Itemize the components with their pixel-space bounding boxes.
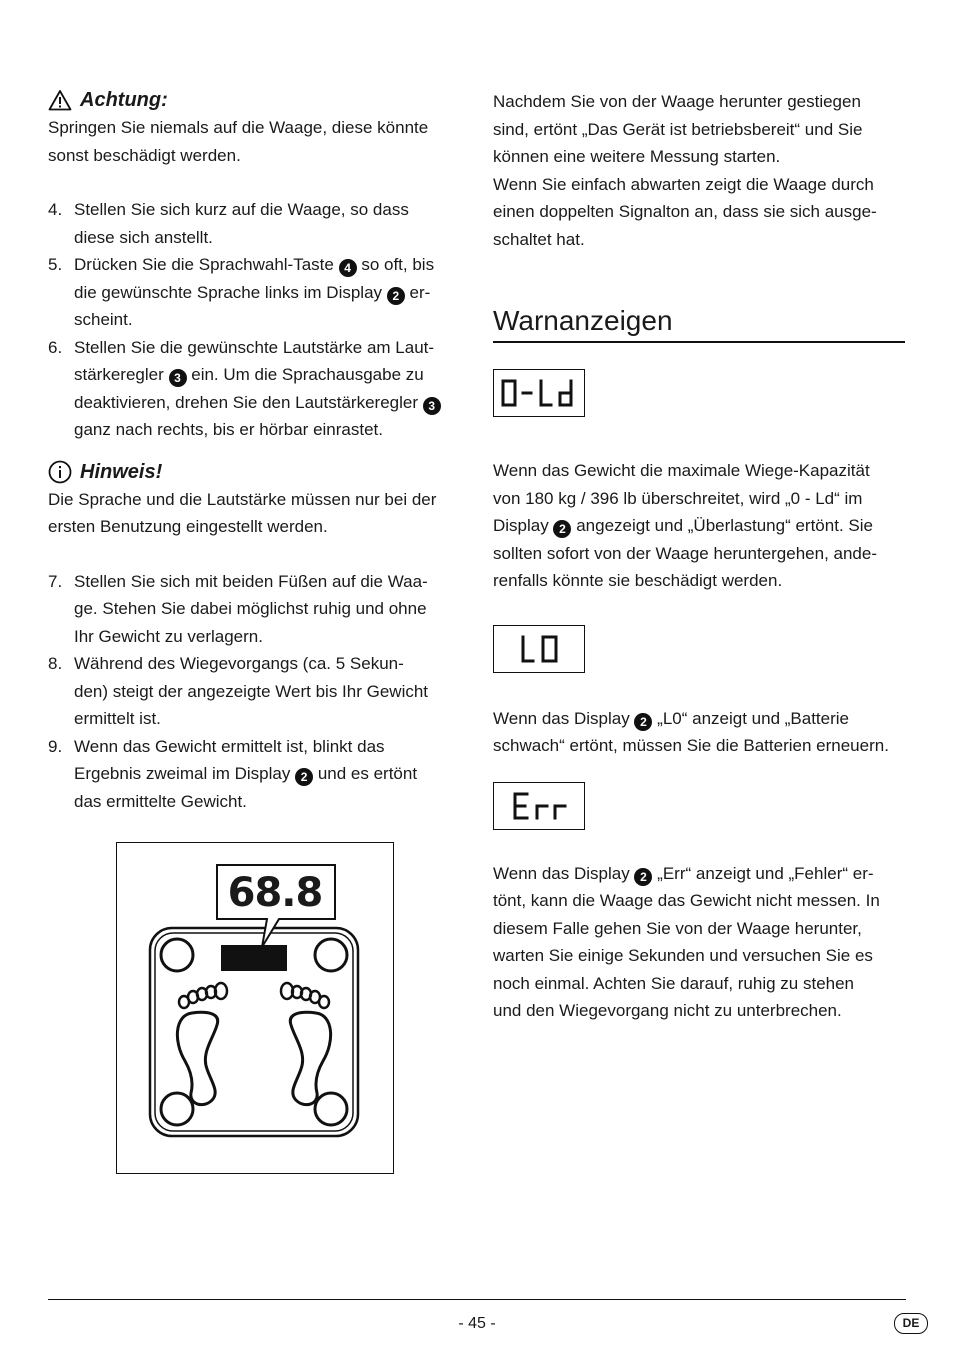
note-heading (48, 458, 458, 486)
low-battery-text: Wenn das Display 2 „L0“ anzeigt und „Batterie schwach“ ertönt, müssen Sie die Batterien erneuern. (493, 708, 889, 755)
error-text: Wenn das Display 2 „Err“ anzeigt und „Fehler“ er- tönt, kann die Waage das Gewicht nicht messen. In diesem Falle gehen Sie von der Waage herunter, warten Sie einige Sekunden und versuchen Sie es noch einmal. Achten Sie darauf, ruhig zu stehen und den Wiegevorgang nicht zu unterbrechen. (493, 863, 880, 1020)
warning-text: Springen Sie niemals auf die Waage, diese könnte sonst beschädigt werden. (48, 118, 429, 165)
lcd-low-battery-glyphs (497, 630, 581, 668)
page-number: - 45 - (458, 1315, 496, 1332)
display-number-badge: 2 (387, 287, 405, 305)
volume-number-badge: 3 (169, 369, 187, 387)
lcd-overload-glyphs (497, 374, 581, 412)
volume-number-badge: 3 (423, 397, 441, 415)
display-number-badge: 2 (295, 768, 313, 786)
lcd-overload (493, 369, 585, 417)
lcd-error (493, 782, 585, 830)
list-item: 9. Wenn das Gewicht ermittelt ist, blinkt das Ergebnis zweimal im Display 2 und es ertönt das ermittelte Gewicht. (48, 736, 418, 811)
warning-heading (48, 86, 458, 114)
scale-display-value: 68.8 (227, 870, 323, 916)
list-item: 4. Stellen Sie sich kurz auf die Waage, so dass diese sich anstellt. (48, 200, 409, 247)
info-icon (48, 460, 72, 484)
list-item: 8. Während des Wiegevorgangs (ca. 5 Sekun- den) steigt der angezeigte Wert bis Ihr Gewicht ermittelt ist. (48, 654, 429, 728)
display-number-badge: 2 (634, 713, 652, 731)
steps-list-b (48, 568, 458, 816)
warning-triangle-icon (48, 89, 72, 111)
list-item: 6. Stellen Sie die gewünschte Lautstärke am Laut- stärkeregler 3 ein. Um die Sprachausgabe zu deaktivieren, drehen Sie den Lautstärkeregler 3 ganz nach rechts, bis er hörbar einrastet. (48, 334, 458, 444)
note-title: Hinweis! (80, 460, 163, 483)
scale-illustration (116, 842, 394, 1174)
key-number-badge: 4 (339, 259, 357, 277)
note-text: Die Sprache und die Lautstärke müssen nur bei der ersten Benutzung eingestellt werden. (48, 489, 437, 536)
list-item: 5. Drücken Sie die Sprachwahl-Taste 4 so oft, bis die gewünschte Sprache links im Display 2 er- scheint. (48, 255, 435, 329)
overload-text: Wenn das Gewicht die maximale Wiege-Kapazität von 180 kg / 396 lb überschreitet, wird „0 - Ld“ im Display 2 angezeigt und „Überlastung“ ertönt. Sie sollten sofort von der Waage heruntergehen, ande- renfalls könnte sie beschädigt werden. (493, 461, 878, 590)
section-title: Warnanzeigen (493, 303, 905, 343)
intro-paragraph: Nachdem Sie von der Waage herunter gestiegen sind, ertönt „Das Gerät ist betriebsbereit“ und Sie können eine weitere Messung starten. Wenn Sie einfach abwarten zeigt die Waage durch einen doppelten Signalton an, dass sie sich ausge- schaltet hat. (493, 92, 877, 249)
steps-list-a (48, 196, 458, 444)
language-badge: DE (894, 1313, 928, 1334)
left-column (48, 86, 458, 815)
lcd-low-battery (493, 625, 585, 673)
display-number-badge: 2 (553, 520, 571, 538)
warning-title: Achtung: (80, 89, 168, 111)
footer-divider (48, 1299, 906, 1300)
lcd-error-glyphs (497, 787, 581, 825)
right-column (493, 88, 905, 1025)
display-number-badge: 2 (634, 868, 652, 886)
list-item: 7. Stellen Sie sich mit beiden Füßen auf die Waa- ge. Stehen Sie dabei möglichst ruhig und ohne Ihr Gewicht zu verlagern. (48, 571, 428, 646)
